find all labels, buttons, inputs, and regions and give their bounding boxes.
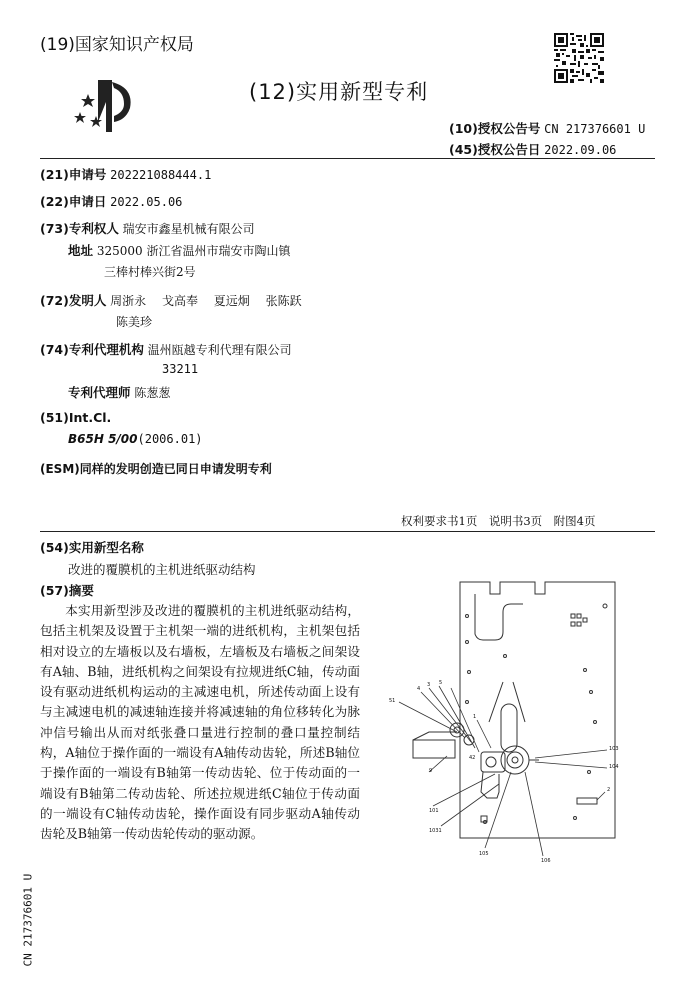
figure-label: 9 [429,768,433,774]
patentee-value: 瑞安市鑫星机械有限公司 [122,222,255,236]
figure-label: 42 [469,755,476,761]
application-number-label: (21)申请号 [40,167,107,182]
inventors [40,291,302,309]
int-cl-version: (2006.01) [137,432,203,446]
grant-pub-date [449,140,616,158]
grant-pub-number-value: CN 217376601 U [544,122,646,136]
utility-model-title: 改进的覆膜机的主机进纸驱动结构 [68,562,256,577]
figure-label: 103 [609,746,619,752]
int-cl-code: B65H 5/00 [68,432,138,446]
patent-agency-label: (74)专利代理机构 [40,342,144,357]
patent-agency [40,340,292,358]
address [68,241,290,259]
patent-agency-code: 33211 [162,362,199,376]
figure-label: 1031 [429,828,442,834]
patent-agency-value: 温州瓯越专利代理有限公司 [147,343,292,357]
patentee-label: (73)专利权人 [40,221,119,236]
header-divider [40,158,655,159]
patent-agent-value: 陈葱葱 [134,386,171,400]
grant-pub-number [449,119,645,137]
application-date [40,192,182,210]
figure-label: 106 [541,858,551,864]
application-date-value: 2022.05.06 [110,195,183,209]
figure-label: 3 [427,682,431,688]
pages-divider [40,531,655,532]
grant-pub-number-label: (10)授权公告号 [449,121,541,136]
address-line-1: 325000 浙江省温州市瑞安市陶山镇 [96,244,291,258]
esm-note: (ESM)同样的发明创造已同日申请发明专利 [40,462,272,476]
figure-label: 105 [479,851,489,857]
patentee [40,219,255,237]
address-line-2: 三棒村棒兴街2号 [104,265,196,279]
figure-label: 4 [417,686,421,692]
patent-agent-label: 专利代理师 [68,385,131,400]
document-type: (12)实用新型专利 [249,80,429,104]
figure-label: 51 [389,698,396,704]
grant-pub-date-label: (45)授权公告日 [449,142,541,157]
patent-agent [68,383,170,401]
qr-code [554,33,604,83]
pages-info: 权利要求书1页 说明书3页 附图4页 [401,514,596,528]
office-name: (19)国家知识产权局 [40,35,194,55]
grant-pub-date-value: 2022.09.06 [544,143,617,157]
application-number-value: 202221088444.1 [110,168,212,182]
application-date-label: (22)申请日 [40,194,107,209]
utility-model-title-label: (54)实用新型名称 [40,540,144,555]
abstract-figure [385,572,640,867]
application-number [40,165,211,183]
inventors-line-2: 陈美珍 [116,315,153,329]
figure-label: 1 [473,714,477,720]
figure-label: 2 [607,787,611,793]
int-cl [68,432,203,446]
side-publication-number: CN 217376601 U [21,873,35,967]
int-cl-label: (51)Int.Cl. [40,410,112,425]
figure-label: 101 [429,808,439,814]
abstract-text: 本实用新型涉及改进的覆膜机的主机进纸驱动结构，包括主机架及设置于主机架一端的进纸机构，主机架包括相对设立的左墙板以及右墙板，左墙板及右墙板之间架设有A轴、B轴，进纸机构之间架设有拉规进纸C轴，传动面设有驱动进纸机构运动的主减速电机，所述传动面上设有与主减速电机的减速轴连接并将减速轴的角位移转化为脉冲信号输出从而对纸张叠口量进行控制的叠口量控制结构，A轴位于操作面的一端设有A轴传动齿轮，所述B轴位于操作面的一端设有B轴第一传动齿轮、位于传动面的一端设有B轴第二传动齿轮、所述拉规进纸C轴位于传动面的一端设有C轴传动齿轮，操作面设有同步驱动A轴传动齿轮及B轴第一传动齿轮传动的驱动源。 [40,603,360,842]
cnipa-logo [68,72,138,134]
inventors-line-1: 周浙永 戈高奉 夏远炯 张陈跃 [110,294,302,308]
figure-label: 104 [609,764,619,770]
figure-label: 5 [439,680,443,686]
abstract-body [40,601,360,845]
abstract-label: (57)摘要 [40,583,94,598]
inventors-label: (72)发明人 [40,293,107,308]
address-label: 地址 [68,243,94,258]
